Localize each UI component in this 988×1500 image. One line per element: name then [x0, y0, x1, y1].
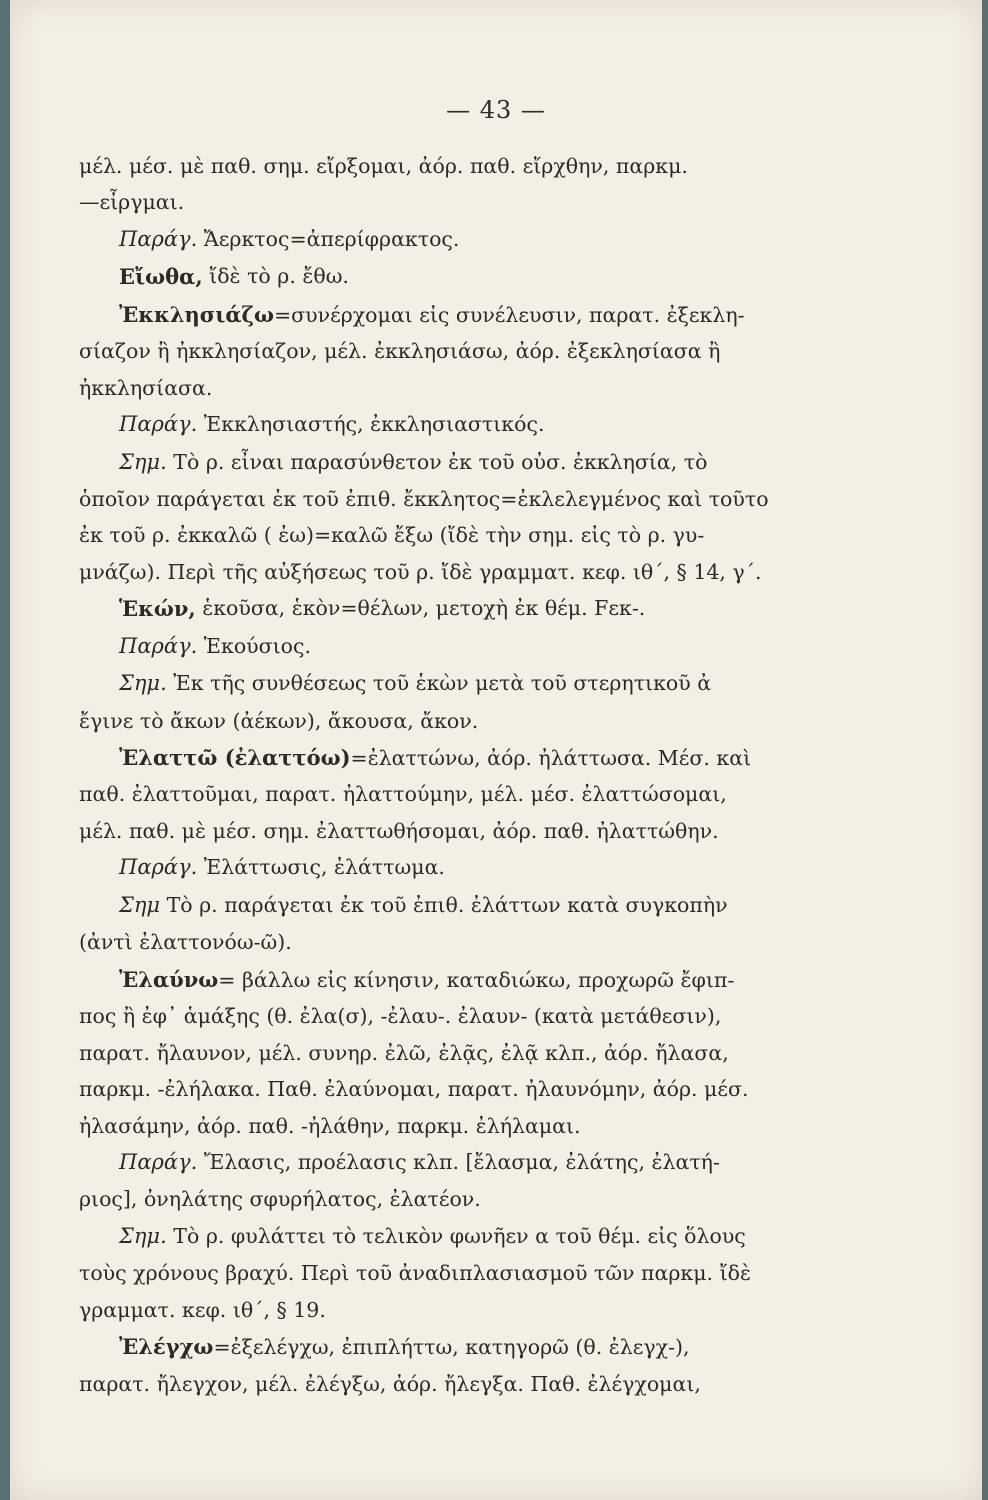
- note-label: Σημ: [119, 892, 161, 917]
- page-number: — 43 —: [446, 96, 546, 124]
- entry-line: Ἐκκλησιάζω=συνέρχομαι εἰς συνέλευσιν, παρατ. ἐξεκλη-: [119, 301, 745, 327]
- headword: Ἐλαττῶ (ἐλαττόω): [119, 744, 351, 770]
- note-label: Σημ.: [119, 449, 167, 474]
- document-page: [10, 0, 982, 1500]
- derivatives-label: Παράγ.: [119, 1150, 198, 1175]
- derivatives-label: Παράγ.: [119, 226, 198, 251]
- derivatives-line: Παράγ. Ἐκκλησιαστής, ἐκκλησιαστικός.: [79, 406, 839, 443]
- derivatives-label: Παράγ.: [119, 412, 198, 437]
- derivatives-line: Παράγ. Ἄερκτος=ἀπερίφρακτος.: [79, 221, 839, 258]
- text-line: παθ. ἐλαττοῦμαι, παρατ. ἠλαττούμην, μέλ. μέσ. ἐλαττώσομαι,: [79, 782, 727, 807]
- derivatives-line: Παράγ. Ἑκούσιος.: [79, 628, 839, 665]
- entry-line: Ἐλέγχω=ἐξελέγχω, ἐπιπλήττω, κατηγορῶ (θ. ἐλεγχ-),: [119, 1334, 690, 1360]
- headword: Ἐλαύνω: [119, 966, 219, 992]
- headword: Ἑκών,: [119, 596, 196, 622]
- text-line: πος ἢ ἐφ᾽ ἁμάξης (θ. ἐλα(σ), -ἐλαυ-. ἐλαυν- (κατὰ μετάθεσιν),: [79, 1004, 722, 1029]
- note-line: Σημ. Τὸ ρ. εἶναι παρασύνθετον ἐκ τοῦ οὐσ. ἐκκλησία, τὸ: [119, 449, 708, 474]
- note-line: Σημ. Ἐκ τῆς συνθέσεως τοῦ ἑκὼν μετὰ τοῦ στερητικοῦ ἀ: [119, 671, 712, 696]
- text-line: τοὺς χρόνους βραχύ. Περὶ τοῦ ἀναδιπλασιασμοῦ τῶν παρκμ. ἴδὲ: [79, 1261, 751, 1286]
- text-line: παρκμ. -ἐλήλακα. Παθ. ἐλαύνομαι, παρατ. ἠλαυνόμην, ἀόρ. μέσ.: [79, 1077, 749, 1102]
- text-line: ἠκκλησίασα.: [79, 375, 213, 400]
- entry-line: Ἐλαύνω= βάλλω εἰς κίνησιν, καταδιώκω, προχωρῶ ἔφιπ-: [119, 966, 735, 992]
- text-line: μνάζω). Περὶ τῆς αὐξήσεως τοῦ ρ. ἴδὲ γραμματ. κεφ. ιθ΄, § 14, γ΄.: [79, 559, 762, 584]
- derivatives-line: Παράγ. Ἐλάττωσις, ἐλάττωμα.: [79, 849, 839, 886]
- note-line: Σημ Τὸ ρ. παράγεται ἐκ τοῦ ἐπιθ. ἐλάττων κατὰ συγκοπὴν: [119, 892, 728, 917]
- text-line: μέλ. παθ. μὲ μέσ. σημ. ἐλαττωθήσομαι, ἀόρ. παθ. ἠλαττώθην.: [79, 818, 719, 843]
- entry-line: Ἑκών, ἑκοῦσα, ἑκὸν=θέλων, μετοχὴ ἐκ θέμ. Fεκ-.: [79, 590, 839, 627]
- derivatives-label: Παράγ.: [119, 633, 198, 658]
- derivatives-line: Παράγ. Ἔλασις, προέλασις κλπ. [ἔλασμα, ἐλάτης, ἐλατή-: [119, 1150, 720, 1175]
- text-line: —εἶργμαι.: [79, 190, 185, 215]
- text-line: γραμματ. κεφ. ιθ΄, § 19.: [79, 1297, 326, 1322]
- entry-line: Εἴωθα, ἴδὲ τὸ ρ. ἔθω.: [79, 258, 839, 295]
- headword: Ἐκκλησιάζω: [119, 301, 274, 327]
- text-line: σίαζον ἢ ἠκκλησίαζον, μέλ. ἐκκλησιάσω, ἀόρ. ἐξεκλησίασα ἢ: [79, 339, 721, 364]
- note-line: Σημ. Τὸ ρ. φυλάττει τὸ τελικὸν φωνῆεν α τοῦ θέμ. εἰς ὅλους: [119, 1223, 746, 1248]
- text-line: ἔγινε τὸ ἄκων (ἀέκων), ἄκουσα, ἄκον.: [79, 708, 479, 733]
- text-line: ριος], ὀνηλάτης σφυρήλατος, ἐλατέον.: [79, 1187, 481, 1212]
- text-line: ὁποῖον παράγεται ἐκ τοῦ ἐπιθ. ἔκκλητος=ἐκλελεγμένος καὶ τοῦτο: [79, 486, 769, 511]
- text-line: (ἀντὶ ἐλαττονόω-ῶ).: [79, 930, 292, 955]
- note-label: Σημ.: [119, 1223, 167, 1248]
- derivatives-label: Παράγ.: [119, 855, 198, 880]
- text-line: παρατ. ἤλαυνον, μέλ. συνηρ. ἐλῶ, ἐλᾷς, ἐλᾷ κλπ., ἀόρ. ἤλασα,: [79, 1040, 729, 1065]
- entry-line: Ἐλαττῶ (ἐλαττόω)=ἐλαττώνω, ἀόρ. ἠλάττωσα. Μέσ. καὶ: [119, 744, 752, 770]
- text-line: μέλ. μέσ. μὲ παθ. σημ. εἴρξομαι, ἀόρ. παθ. εἴρχθην, παρκμ.: [79, 154, 688, 178]
- headword: Ἐλέγχω: [119, 1334, 214, 1360]
- text-line: ἐκ τοῦ ρ. ἐκκαλῶ ( ἐω)=καλῶ ἔξω (ἴδὲ τὴν σημ. εἰς τὸ ρ. γυ-: [79, 523, 705, 548]
- text-line: ἠλασάμην, ἀόρ. παθ. -ἠλάθην, παρκμ. ἐλήλαμαι.: [79, 1113, 581, 1138]
- headword: Εἴωθα,: [119, 264, 203, 290]
- note-label: Σημ.: [119, 671, 167, 696]
- page-body: [79, 148, 839, 1402]
- text-line: παρατ. ἤλεγχον, μέλ. ἐλέγξω, ἀόρ. ἤλεγξα. Παθ. ἐλέγχομαι,: [79, 1371, 701, 1396]
